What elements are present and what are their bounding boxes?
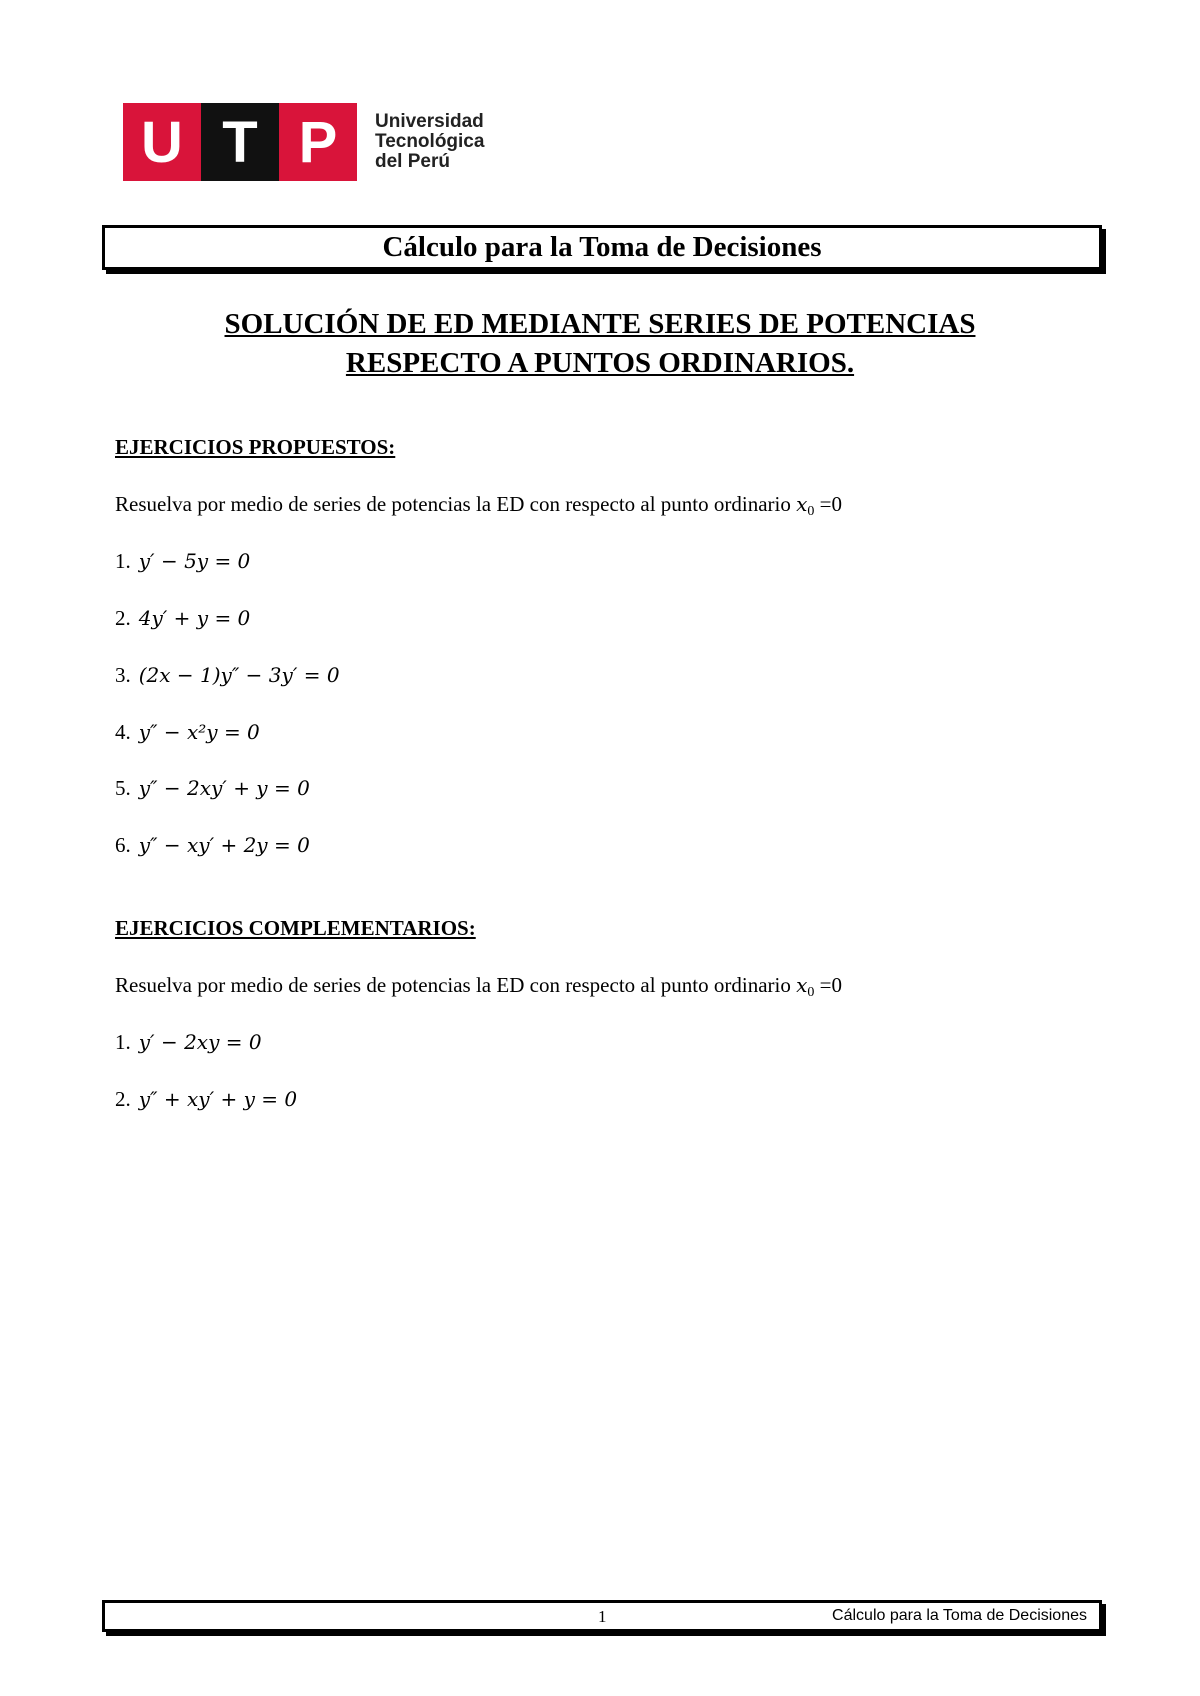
item-equation: y″ − 2xy′ + y = 0 — [138, 776, 310, 800]
proposed-instruction — [115, 492, 842, 520]
instruction-text: Resuelva por medio de series de potencias la ED con respecto al punto ordinario — [115, 492, 791, 516]
logo-letter-u: U — [123, 103, 201, 181]
item-equation: (2x − 1)y″ − 3y′ = 0 — [138, 663, 340, 687]
proposed-item-3 — [115, 663, 340, 688]
item-equation: y″ − x²y = 0 — [138, 720, 260, 744]
course-title: Cálculo para la Toma de Decisiones — [102, 225, 1102, 270]
item-equation: y″ − xy′ + 2y = 0 — [138, 833, 310, 857]
item-number: 2. — [115, 606, 131, 630]
item-number: 6. — [115, 833, 131, 857]
proposed-item-5 — [115, 776, 310, 801]
complementary-item-1 — [115, 1030, 262, 1055]
item-equation: y′ − 2xy = 0 — [138, 1030, 262, 1054]
item-number: 1. — [115, 1030, 131, 1054]
logo-line-2: Tecnológica — [375, 131, 485, 152]
item-equation: 4y′ + y = 0 — [138, 606, 251, 630]
proposed-item-4 — [115, 720, 260, 745]
point-value: =0 — [819, 973, 842, 997]
logo-line-1: Universidad — [375, 111, 484, 132]
point-subscript: 0 — [807, 985, 815, 1000]
main-title-line-2: RESPECTO A PUNTOS ORDINARIOS. — [345, 347, 855, 379]
item-number: 5. — [115, 776, 131, 800]
instruction-text: Resuelva por medio de series de potencias la ED con respecto al punto ordinario — [115, 973, 791, 997]
proposed-heading: EJERCICIOS PROPUESTOS: — [115, 435, 396, 459]
logo-letter-p: P — [279, 103, 357, 181]
logo-letter-t: T — [201, 103, 279, 181]
main-title — [0, 305, 1200, 383]
page-number: 1 — [598, 1607, 607, 1626]
item-number: 3. — [115, 663, 131, 687]
point-variable: x — [796, 492, 808, 516]
complementary-instruction — [115, 973, 842, 1001]
item-number: 1. — [115, 549, 131, 573]
page-footer — [102, 1600, 1102, 1632]
logo-line-3: del Perú — [375, 151, 450, 172]
item-equation: y′ − 5y = 0 — [138, 549, 251, 573]
logo-text — [375, 112, 484, 172]
proposed-item-2 — [115, 606, 250, 631]
utp-logo — [123, 103, 484, 181]
item-number: 4. — [115, 720, 131, 744]
complementary-heading: EJERCICIOS COMPLEMENTARIOS: — [115, 916, 476, 940]
point-subscript: 0 — [807, 504, 815, 519]
proposed-item-1 — [115, 549, 250, 574]
point-value: =0 — [819, 492, 842, 516]
main-title-line-1: SOLUCIÓN DE ED MEDIANTE SERIES DE POTENCIAS — [224, 308, 976, 340]
point-variable: x — [796, 973, 808, 997]
complementary-item-2 — [115, 1087, 297, 1112]
footer-title: Cálculo para la Toma de Decisiones — [832, 1607, 1087, 1624]
proposed-item-6 — [115, 833, 310, 858]
item-equation: y″ + xy′ + y = 0 — [138, 1087, 298, 1111]
item-number: 2. — [115, 1087, 131, 1111]
